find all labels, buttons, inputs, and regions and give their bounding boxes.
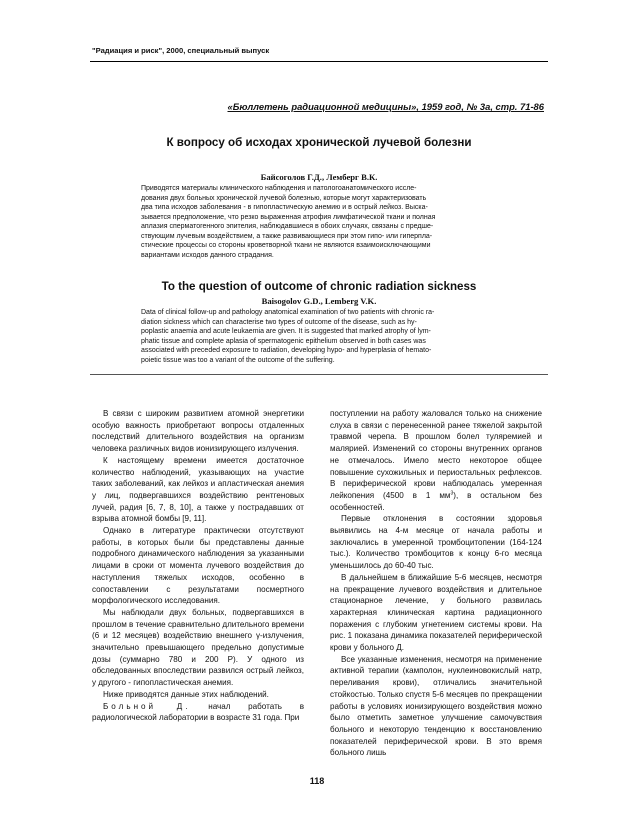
body-column-left bbox=[92, 408, 304, 724]
paragraph bbox=[330, 408, 542, 513]
paragraph: В дальнейшем в ближайшие 5-6 месяцев, несмотря на прекращение лучевого воздействия и длительное стационарное лечение, у больного развилась характерная клиническая картина радиационного поражения с глубоким угнетением системы крови. На рис. 1 показана динамика показателей периферической крови у больного Д. bbox=[330, 572, 542, 653]
paragraph-text: ), в остальном без особенностей. bbox=[330, 490, 542, 512]
abstract-line: аплазия сперматогенного эпителия, наблюдавшиеся в обоих случаях, связаны с предше- bbox=[141, 223, 434, 231]
patient-name: Больной Д. bbox=[103, 701, 191, 711]
paragraph: В связи с широким развитием атомной энергетики особую важность приобретают вопросы отдаленных последствий длительного воздействия на организм человека различных видов ионизирующего излучения. bbox=[92, 409, 304, 454]
authors-russian: Байсоголов Г.Д., Лемберг В.К. bbox=[260, 172, 378, 182]
title-english: To the question of outcome of chronic radiation sickness bbox=[161, 280, 477, 293]
journal-header: "Радиация и риск", 2000, специальный выпуск bbox=[92, 46, 270, 55]
abstract-line: associated with preceded exposure to radiation, developing hypo- and hyperplasia of hemato- bbox=[141, 347, 432, 355]
abstract-line: Приводятся материалы клинического наблюдения и патологоанатомического иссле- bbox=[141, 185, 417, 192]
abstract-line: зывается предположение, что резко выраженная атрофия лимфатической ткани и полная bbox=[141, 213, 436, 221]
abstract-line: ствующим лучевым воздействием, а также развивающиеся при этом гипо- или гиперпла- bbox=[141, 232, 433, 240]
authors-english: Baisogolov G.D., Lemberg V.K. bbox=[261, 296, 377, 306]
paragraph: Первые отклонения в состоянии здоровья выявились на 4-м месяце от начала работы и заключались в умеренной тромбоцитопении (164-124 тыс.). Количество тромбоцитов к концу 6-го месяца уменьшилось до 60-40 тыс. bbox=[330, 514, 542, 571]
header-divider bbox=[90, 61, 548, 62]
paragraph-text: поступлении на работу жаловался только на снижение слуха в связи с перенесенной ранее тяжелой закрытой травмой черепа. В прошлом болел туляремией и малярией. Изменений со стороны внутренних органов не отмечалось. Имело место некоторое общее повышение сухожильных и периостальных рефлексов. В периферической крови наблюдалась умеренная лейкопения (4500 в 1 мм bbox=[330, 409, 542, 500]
abstract-line: diation sickness which can characterise two types of outcome of the disease, such as hy- bbox=[141, 318, 417, 326]
abstract-line: дования двух больных хронической лучевой болезнью, которые могут характеризовать bbox=[141, 194, 427, 202]
paragraph: Ниже приводятся данные этих наблюдений. bbox=[103, 689, 269, 699]
paragraph: К настоящему времени имеется достаточное количество наблюдений, указывающих на участие таких заболеваний, как лейкоз и апластическая анемия у лиц, подвергавшихся воздействию рентгеновых лучей, радия [6, 7, 8, 10], а также у пострадавших от взрыва атомной бомбы [9, 11]. bbox=[92, 455, 304, 524]
page-number: 118 bbox=[309, 776, 325, 786]
abstract-line: poietic tissue was too a variant of the outcome of the suffering. bbox=[141, 356, 335, 364]
superscript: 3 bbox=[450, 490, 454, 497]
paragraph: Однако в литературе практически отсутствуют работы, в которых были бы представлены данные подробного динамического наблюдения за указанными лицами в сроки от момента лучевого воздействия до наступления тяжелых исходов, особенно в сопоставлении с результатами посмертного морфологического исследования. bbox=[92, 526, 304, 606]
source-citation: «Бюллетень радиационной медицины», 1959 год, № 3а, стр. 71-86 bbox=[227, 101, 544, 112]
body-column-right bbox=[330, 408, 542, 759]
paragraph-text: начал работать в радиологической лаборатории в возрасте 31 года. При bbox=[92, 701, 305, 723]
abstract-line: Data of clinical follow-up and pathology anatomical examination of two patients with chronic ra- bbox=[141, 309, 435, 316]
abstract-line: вариантами исходов данного страдания. bbox=[141, 251, 274, 259]
abstract-english bbox=[141, 308, 497, 365]
paragraph: Все указанные изменения, несмотря на применение активной терапии (камполон, нуклеиновокислый натр, переливания крови), отличались значительной стойкостью. Только спустя 5-6 месяцев по прекращении работы в условиях ионизирующего воздействия можно было отметить заметное улучшение самочувствия больного и некоторую тенденцию к восстановлению показателей периферической крови. В это время больного лишь bbox=[330, 654, 542, 758]
paragraph bbox=[92, 701, 304, 724]
paragraph: Мы наблюдали двух больных, подвергавшихся в прошлом в течение сравнительно длительного времени (6 и 12 месяцев) воздействию внешнего γ-излучения, значительно превышающего предельно допустимые дозы (суммарно 780 и 200 Р). У одного из обследованных впоследствии развился острый лейкоз, у другого - гипопластическая анемия. bbox=[92, 607, 304, 688]
abstract-line: два типа исходов заболевания - в гипопластическую анемию и в острый лейкоз. Выска- bbox=[141, 204, 428, 212]
abstract-line: стические процессы со стороны кроветворной ткани не являются взаимоисключающими bbox=[141, 242, 431, 250]
abstract-russian bbox=[141, 184, 497, 260]
title-russian: К вопросу об исходах хронической лучевой болезни bbox=[166, 136, 472, 149]
abstract-line: poplastic anaemia and acute leukaemia are given. It is suggested that marked atrophy of lym- bbox=[141, 328, 431, 336]
section-divider bbox=[90, 374, 548, 375]
abstract-line: phatic tissue and complete aplasia of spermatogenic epithelium observed in both cases was bbox=[141, 337, 426, 345]
